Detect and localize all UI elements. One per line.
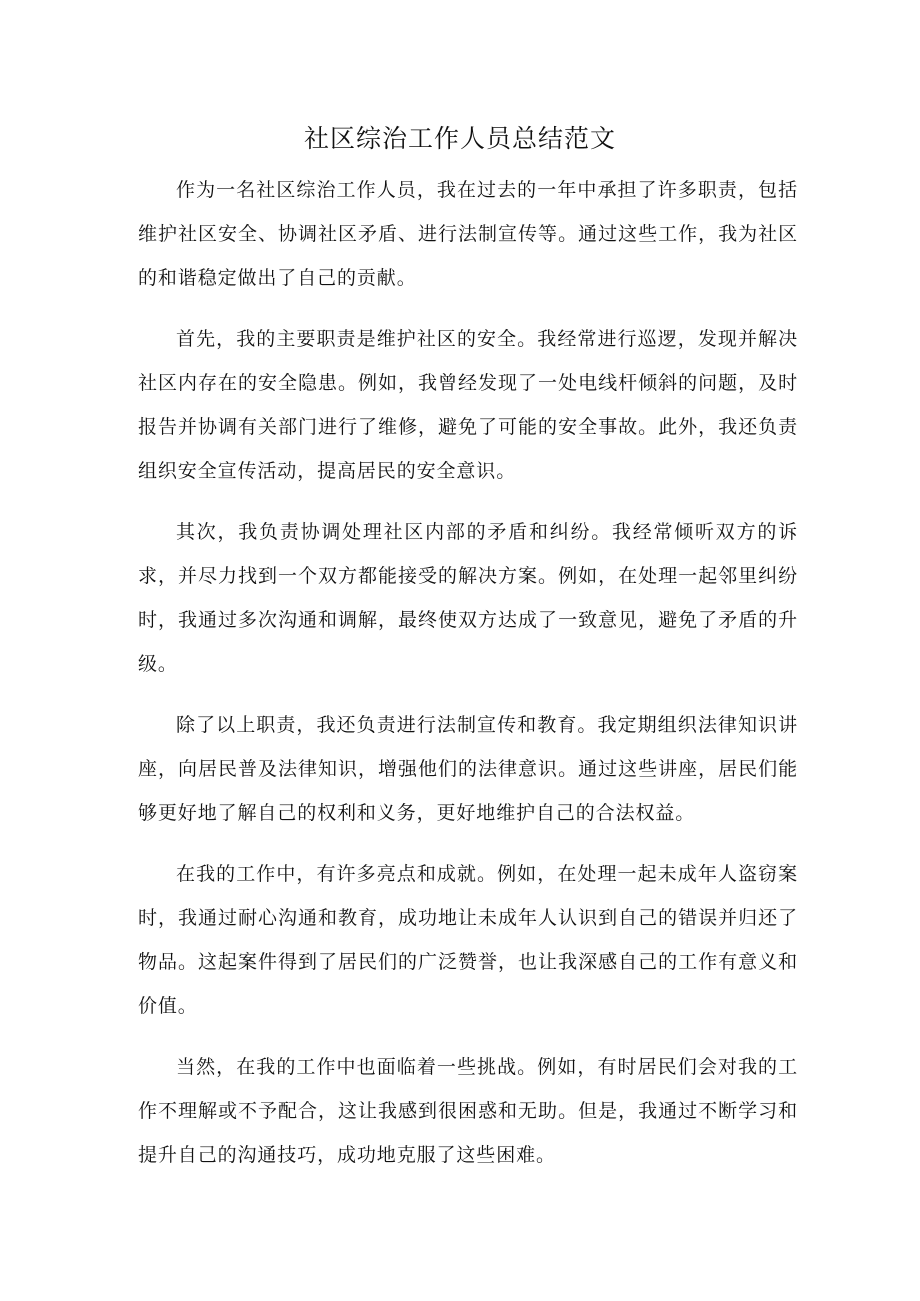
document-body <box>138 168 798 1194</box>
document-title: 社区综治工作人员总结范文 <box>303 124 616 153</box>
paragraph: 其次，我负责协调处理社区内部的矛盾和纠纷。我经常倾听双方的诉求，并尽力找到一个双方都能接受的解决方案。例如，在处理一起邻里纠纷时，我通过多次沟通和调解，最终使双方达成了一致意见，避免了矛盾的升级。 <box>138 521 798 675</box>
paragraph: 当然，在我的工作中也面临着一些挑战。例如，有时居民们会对我的工作不理解或不予配合，这让我感到很困惑和无助。但是，我通过不断学习和提升自己的沟通技巧，成功地克服了这些困难。 <box>138 1056 798 1166</box>
paragraph: 在我的工作中，有许多亮点和成就。例如，在处理一起未成年人盗窃案时，我通过耐心沟通和教育，成功地让未成年人认识到自己的错误并归还了物品。这起案件得到了居民们的广泛赞誉，也让我深感自己的工作有意义和价值。 <box>138 863 798 1017</box>
paragraph: 除了以上职责，我还负责进行法制宣传和教育。我定期组织法律知识讲座，向居民普及法律知识，增强他们的法律意识。通过这些讲座，居民们能够更好地了解自己的权利和义务，更好地维护自己的合法权益。 <box>138 714 798 824</box>
paragraph: 首先，我的主要职责是维护社区的安全。我经常进行巡逻，发现并解决社区内存在的安全隐患。例如，我曾经发现了一处电线杆倾斜的问题，及时报告并协调有关部门进行了维修，避免了可能的安全事故。此外，我还负责组织安全宣传活动，提高居民的安全意识。 <box>138 328 798 482</box>
paragraph: 作为一名社区综治工作人员，我在过去的一年中承担了许多职责，包括维护社区安全、协调社区矛盾、进行法制宣传等。通过这些工作，我为社区的和谐稳定做出了自己的贡献。 <box>138 179 798 289</box>
